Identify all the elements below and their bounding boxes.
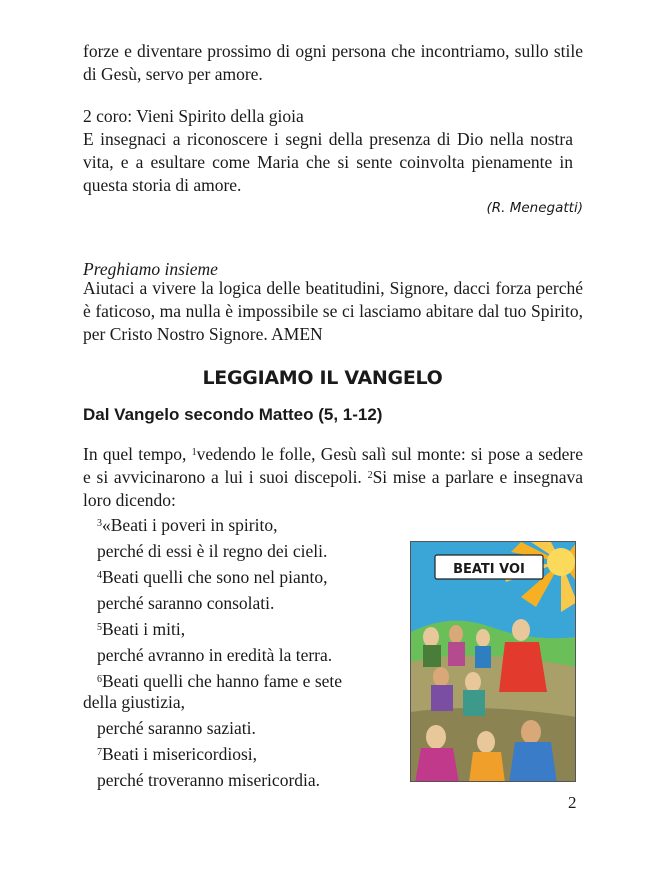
verse-line — [83, 767, 393, 793]
verse-line — [83, 564, 393, 590]
verse-line — [83, 538, 393, 564]
prayer-title: Preghiamo insieme — [83, 259, 218, 279]
banner-text: BEATI VOI — [453, 562, 525, 577]
verse-text: Beati i miti, — [102, 619, 186, 639]
illustration-svg — [411, 542, 576, 782]
verse-line — [83, 616, 393, 642]
author-signature: (R. Menegatti) — [486, 200, 583, 216]
jesus-figure — [499, 642, 547, 692]
verse-number: 5 — [97, 622, 102, 633]
intro-part2: vedendo le folle, Gesù salì sul monte: si pose a sedere e si avvicinarono a lui i suoi discepoli. — [83, 444, 584, 487]
coro-title: 2 coro: Vieni Spirito della gioia — [83, 106, 304, 126]
coro-text: E insegnaci a riconoscere i segni della presenza di Dio nella nostra vita, e a esultare come Maria che si sente coinvolta pienamente in questa storia di amore. — [83, 129, 573, 195]
gospel-intro — [83, 443, 583, 512]
verse-text: della giustizia, — [83, 692, 186, 712]
intro-part1: In quel tempo, — [83, 444, 192, 464]
gospel-reference: Dal Vangelo secondo Matteo (5, 1-12) — [83, 405, 383, 424]
verse-text: perché troveranno misericordia. — [97, 770, 321, 790]
prayer-text: Aiutaci a vivere la logica delle beatitudini, Signore, dacci forza perché è faticoso, ma nulla è impossibile se ci lasciamo abitare dal tuo Spirito, per Cristo Nostro Signore. AMEN — [83, 278, 583, 344]
verse-number: 2 — [367, 470, 373, 481]
verse-line — [83, 741, 393, 767]
verse-number: 7 — [97, 747, 102, 758]
verse-number: 6 — [97, 674, 102, 685]
section-heading: LEGGIAMO IL VANGELO — [202, 367, 443, 389]
verse-number: 1 — [191, 447, 197, 458]
verse-line — [83, 715, 393, 741]
verse-text: Beati quelli che sono nel pianto, — [102, 567, 328, 587]
verse-number: 3 — [97, 518, 102, 529]
verse-text: perché saranno saziati. — [97, 718, 256, 738]
intro-part3: Si mise a parlare e insegnava loro dicendo: — [83, 467, 583, 510]
page-number: 2 — [568, 793, 577, 812]
verse-text: «Beati i poveri in spirito, — [102, 515, 278, 535]
verse-text: perché avranno in eredità la terra. — [97, 645, 333, 665]
verse-text: perché saranno consolati. — [97, 593, 275, 613]
beatitudes-illustration — [410, 541, 576, 782]
intro-paragraph: forze e diventare prossimo di ogni persona che incontriamo, sullo stile di Gesù, servo per amore. — [83, 41, 583, 84]
verse-text: Beati quelli che hanno fame e sete — [102, 671, 343, 691]
verse-line — [83, 590, 393, 616]
verse-text: Beati i misericordiosi, — [102, 744, 258, 764]
beatitudes-list — [83, 512, 393, 793]
verse-number: 4 — [97, 570, 102, 581]
verse-text: perché di essi è il regno dei cieli. — [97, 541, 328, 561]
verse-line — [83, 642, 393, 668]
verse-line — [83, 512, 393, 538]
